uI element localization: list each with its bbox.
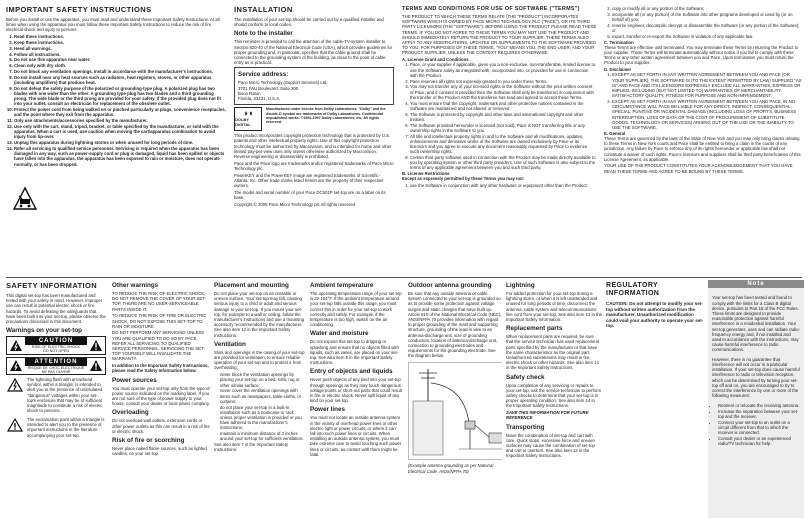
power-lines-title: Power lines xyxy=(310,406,345,414)
terms-column-left xyxy=(402,6,597,274)
power-lines-text: You must not locate an outside antenna system in the vicinity of overhead power lines or other electric light or power circuits, or where it can fall into such power lines or circuits. When installing an outside antenna system, you must take extreme care to avoid touching such power lines or circuits, as contact with them might be fatal. xyxy=(310,415,402,457)
license-list xyxy=(402,62,597,170)
exclamation-icon xyxy=(87,337,105,353)
ventilation-item: • never cover the ventilation openings with items such as newspapers, table-cloths, or curtains; xyxy=(220,388,306,404)
lightning-symbol-text: The lightning flash with arrowhead symbol, within a triangle, is intended to alert you to the presence of uninsulated "dangerous" voltages within your set-top's enclosure that may be of sufficient magnitude to constitute a risk of electric shock to persons. xyxy=(27,377,103,414)
license-item: 7. All title and intellectual property rights in and to the Software and all modifications, updates, enhancements and derivative works of the Software are owned exclusively by Pace or its licensors and you agree to execute any document reasonably requested by Pace to evidence such ownership rights. xyxy=(410,134,597,155)
installation-title: INSTALLATION xyxy=(234,6,293,14)
exclamation-symbol-row xyxy=(6,417,106,439)
ventilation-item: • never block the ventilation openings by placing your set-top on a bed, sofa, rug or other similar surface; xyxy=(220,372,306,388)
disclaimer-heading: D. Disclaimer xyxy=(604,67,632,73)
lightning-symbol-row xyxy=(6,377,106,415)
safety-information-column xyxy=(6,282,106,518)
safety-instruction-item: 6. Clean only with dry cloth. xyxy=(14,63,226,68)
license-item: 3. You may not transfer any of your licensed rights in the Software without the prior written consent of Pace, and if consent is provided then the Software shall only be transferred in conjunction with the transfer of the Product AND the transferee has read and agreed to accept these Terms. xyxy=(410,84,597,100)
note-measure: • Consult your dealer or an experienced radio/TV technician for help. xyxy=(718,436,800,446)
note-measure: • Connect your set-top to an outlet on a circuit different from that to which the receiver is connected. xyxy=(718,420,800,436)
safety-instruction-item: 3. Heed all warnings. xyxy=(14,46,226,51)
service-line: 3701 FAU Boulevard, Suite 200 xyxy=(238,85,299,91)
caution-line: DO NOT OPEN xyxy=(43,349,69,354)
safety-instruction-item: 1. Read these instructions. xyxy=(14,34,226,39)
placement-title: Placement and mounting xyxy=(214,282,289,289)
service-line: Florida, 33431, U.S.A. xyxy=(238,96,281,102)
safety-list xyxy=(6,34,226,167)
restriction-item: 4. reverse engineer, decompile, decrypt or disassemble the Software (or any portion of the Software); or xyxy=(612,23,802,33)
termination-text: These Terms are effective until terminated. You may terminate these Terms by returning the Product to your supplier. These Terms will terminate automatically without notice if you fail to comply with these Terms or any other written agreement between you and Pace. Upon termination you must return the Product to your supplier. xyxy=(604,44,799,66)
other-warnings-title: Other warnings xyxy=(112,282,159,289)
section-divider xyxy=(6,277,802,278)
fire-risk-title: Risk of fire or scorching xyxy=(112,436,185,444)
placement-text: Do not place your set-top on an unstable or uneven surface. Your set-top may fall, causing serious injury to a child or adult and serious damage to your set-top. If you mount your set-top, for example to a wall or ceiling, follow the manufacturer's instructions and use a mounting accessory recommended by the manufacturer. See also item 12 in the Important Safety Instructions. xyxy=(214,291,305,338)
safety-instruction-item: 9. Do not defeat the safety purpose of the polarized or grounding-type plug. A polarized plug has two blades with one wider than the other. A grounding type plug has two blades and a third grounding prong. The wide blade or the third prong are provided for your safety. If the provided plug does not fit into your outlet, consult an electrician for replacement of the obsolete outlet. xyxy=(14,86,226,107)
lightning-icon xyxy=(7,358,25,374)
license-item: 2. Pace reserves all rights not expressly granted to you under these Terms. xyxy=(410,79,597,84)
save-info-text: SAVE THIS INFORMATION FOR FUTURE REFERENCE xyxy=(506,410,589,421)
power-sources-text: You must operate your set-top only from the type of power source indicated on the marking label. If you are not sure of the type of power supply to your house, consult your dealer or local power company. xyxy=(112,385,210,407)
replacement-title: Replacement parts xyxy=(506,325,563,333)
water-title: Water and moisture xyxy=(310,330,369,338)
safety-instruction-item: 14. Refer all servicing to qualified service personnel. Servicing is required when the apparatus has been damaged in any way, such as power-supply cord or plug is damaged, liquid has been spilled or objects have fallen into the apparatus, the apparatus has been exposed to rain or moisture, does not operate normally, or has been dropped. xyxy=(14,146,226,167)
safety-instruction-item: 2. Keep these instructions. xyxy=(14,40,226,45)
power-sources-title: Power sources xyxy=(112,376,157,384)
restrictions-heading: B. License Restrictions xyxy=(402,171,450,177)
exclamation-symbol-text: The exclamation point within a triangle is intended to alert you to the presence of important instructions in the literature accompanying your set-top. xyxy=(27,416,105,438)
entry-title: Entry of objects and liquids xyxy=(310,368,393,376)
lightning-triangle-icon xyxy=(6,377,24,393)
safety-instruction-item: 8. Do not install near any heat sources such as radiators, heat registers, stoves, or other apparatus (including amplifiers) that produce heat. xyxy=(14,75,226,85)
terms-intro: THE PRODUCT TO WHICH THESE TERMS RELATE (THE "PRODUCT") INCORPORATES SOFTWARE WHICH IS OWNED BY PACE MICRO TECHNOLOGY PLC ("PACE"), OR ITS THIRD PARTY LICENSORS (THE "SOFTWARE"). BEFORE USING THE PRODUCT PLEASE READ THESE TERMS. IF YOU DO NOT AGREE TO THESE TERMS YOU MAY NOT USE THE PRODUCT AND SHOULD IMMEDIATELY RETURN THE PRODUCT TO YOUR SUPPLIER. THESE TERMS ALSO APPLY TO ANY MODIFICATIONS, UPDATES OR SUPPLEMENTS TO THE SOFTWARE PROVIDED TO YOU. FOR PURPOSES OF THESE TERMS, "YOU" MEANS YOU, THE END USER, AND YOUR PRODUCT SUPPLIER, UNLESS THE CONTEXT REQUIRES OTHERWISE. xyxy=(402,14,597,56)
ambient-text: The operating temperature range of your set-top is 32-104°F. If the ambient temperature around your set-top falls outside this range, you must correct this in order for your set-top to work correctly and safely. For example, if the temperature is too high, switch on the air conditioning. xyxy=(310,291,402,328)
restriction-item: 1. use the Software in conjunction with any other hardware or equipment other than the Product; xyxy=(410,183,597,188)
exclamation-icon xyxy=(87,358,105,374)
water-text: Do not expose this set-top to dripping or splashing and ensure that no objects filled with liquids, such as vases, are placed on your set-top. See also item 5 in the Important Safety Instructions. xyxy=(310,339,399,366)
other-warnings-column xyxy=(112,282,210,518)
lightning-icon xyxy=(7,337,25,353)
lightning-column xyxy=(506,282,602,518)
placement-column xyxy=(214,282,306,518)
license-item: 4. You must ensure that the copyright, trademark and other protective notices contained in the Software are maintained and not altered or removed. xyxy=(410,101,597,111)
safety-info-title: SAFETY INFORMATION xyxy=(6,282,98,290)
terms-title: TERMS AND CONDITIONS FOR USE OF SOFTWARE ("TERMS") xyxy=(402,6,580,12)
attention-title: ATTENTION xyxy=(25,358,87,366)
overloading-text: Do not overload wall outlets, extension cords or other power outlets as this can result in a risk of fire or electric shock. xyxy=(112,418,210,434)
other-warning-bold: In addition to the Important Safety Instructions, please read the Safety Information below. xyxy=(112,363,209,374)
entry-text: Never push objects of any kind into your set-top through openings as they may touch dangerous voltage points or short-out parts that could result in fire or electric shock. Never spill liquid of any kind on your set-top. xyxy=(310,377,402,404)
regulatory-column xyxy=(606,282,704,518)
attention-line: NE PAS OUVRIR xyxy=(41,369,71,374)
diagram-caption: (Example antenna grounding as per National Electrical Code, ANSI/NFPA 70) xyxy=(408,463,494,474)
transporting-title: Transporting xyxy=(506,423,545,431)
service-address-box xyxy=(234,67,394,105)
ambient-title: Ambient temperature xyxy=(310,282,374,289)
service-line: Pace Micro Technology (Support Services) Ltd. xyxy=(238,80,328,86)
copyright-text: Copyright © 2005 Pace Micro Technology plc All rights reserved xyxy=(234,201,356,207)
fire-risk-text: Never place naked flame sources, such as lighted candles, on your set-top. xyxy=(112,445,207,457)
caution-line: RISK OF ELECTRIC SHOCK xyxy=(31,345,81,350)
terms-column-right xyxy=(604,6,802,274)
restrictions-intro: Except as expressly permitted by these Terms you may not: xyxy=(402,176,525,182)
warnings-title: Warnings on your set-top xyxy=(6,327,83,335)
macrovision-text: This product incorporates copyright protection technology that is protected by U.S. patents and other intellectual property rights. Use of this copyright protection technology must be authorized by Macrovision, and is intended for home and other limited pay-per-view uses only unless otherwise authorized by Macrovision. Reverse engineering or disassembly is prohibited. xyxy=(234,133,392,160)
attention-label xyxy=(6,357,106,375)
license-heading: A. License Grant and Conditions xyxy=(402,57,469,63)
pace-trademark: Pace and the Pace logo are trademarks and/or registered trademarks of Pace Micro Technology plc. xyxy=(234,160,394,171)
restriction-item: 3. incorporate all (or any portion) of the Software into other programs developed or used by (or on behalf of) you; xyxy=(612,12,802,22)
dolby-text: Manufactured under license from Dolby Laboratories. "Dolby" and the double-D symbol are trademarks of Dolby Laboratories. Confidential unpublished works. ©1992-1997 Dolby Laboratories, Inc. All rights reserved. xyxy=(266,107,386,125)
ventilation-item: • do not place your set-top in a built-in installation such as a bookcase or rack unless proper ventilation is provided or you have adhered to the manufacturer's instructions; xyxy=(220,405,306,431)
safety-info-intro: This digital set-top has been manufactured and tested with your safety in mind. However, improper use can result in potential electric shock or fire hazards. To avoid defeating the safeguards that have been built into your set-top, please observe the precautions discussed in this document. xyxy=(6,293,106,325)
outdoor-title: Outdoor antenna grounding xyxy=(408,282,492,289)
installation-column xyxy=(234,6,394,274)
note-measure: • Reorient or relocate the receiving antenna. xyxy=(718,403,800,408)
safety-instruction-item: 5. Do not use this apparatus near water. xyxy=(14,57,226,62)
powerkey-trademark: PowerKEY and the PowerKEY image are registered trademarks of Scientific-Atlanta, Inc. Other trade marks listed herein are the property of their respective owners. xyxy=(234,172,384,189)
general-text: These Terms are governed by the laws of the State of New York and you may only bring claims relating to these Terms in New York courts and Pace shall be entitled to bring a claim in the courts of any jurisdiction. Any failure by Pace to enforce any of its rights hereunder or applicable law shall not constitute a waiver of such rights. Pace's licensors and suppliers shall be third party beneficiaries of this License Agreement, as applicable. xyxy=(604,135,801,162)
outdoor-grounding-column xyxy=(408,282,502,518)
caution-label xyxy=(6,336,106,354)
note-title: Note xyxy=(708,280,804,288)
service-address-title: Service address: xyxy=(238,71,289,79)
general-heading: E. General xyxy=(604,130,626,136)
disclaimer-item: 1. EXCEPT AS SET FORTH IN ANY WRITTEN AGREEMENT BETWEEN YOU AND PACE (OR YOUR SUPPLIER), THE SOFTWARE IS (TO THE EXTENT PERMITTED BY LAW) SUPPLIED "AS IS" AND PACE AND ITS LICENSORS EXPRESSLY EXCLUDE ALL WARRANTIES, EXPRESS OR IMPLIED, INCLUDING (BUT NOT LIMITED TO) WARRANTIES OF MERCHANTABILITY, SATISFACTORY QUALITY, FITNESS FOR PURPOSE AND NON-INFRINGEMENT. xyxy=(612,72,802,98)
safety-instruction-item: 13. Unplug this apparatus during lightning storms or when unused for long periods of time. xyxy=(14,140,226,145)
dolby-block xyxy=(234,107,394,131)
cart-warning-icon xyxy=(12,186,38,213)
overloading-title: Overloading xyxy=(112,409,149,417)
license-item: 6. The Software provided hereunder is licensed (not sold). Pace is NOT transferring title or any ownership rights in the Software to you. xyxy=(410,123,597,133)
lightning-title: Lightning xyxy=(506,282,535,289)
safety-instruction-item: 11. Only use attachments/accessories specified by the manufacturer. xyxy=(14,118,226,123)
termination-heading: C. Termination xyxy=(604,39,634,45)
transporting-text: Move the combination of set-top and cart with care. Quick stops, excessive force and uneven surfaces may cause the combination of set-top and cart to overturn. See also item 12 in the Important Safety Instructions. xyxy=(506,432,595,459)
disclaimer-item: 2. EXCEPT AS SET FORTH IN ANY WRITTEN AGREEMENT BETWEEN YOU AND PACE, IN NO CIRCUMSTANCE WILL PACE BE LIABLE FOR ANY DIRECT, INDIRECT, CONSEQUENTIAL, SPECIAL, PUNITIVE OR INCIDENTAL DAMAGE (INCLUDING LOSS OF PROFITS, BUSINESS INTERRUPTION, LOSS OF DATA OR THE COST OF PROCUREMENT OF SUBSTITUTE GOODS, TECHNOLOGY OR SERVICES) ARISING OUT OF THE USE OR THE INABILITY TO USE THE SOFTWARE. xyxy=(612,99,802,130)
installer-note-title: Note to the installer xyxy=(234,30,293,38)
antenna-grounding-diagram xyxy=(408,362,502,460)
license-item: 8. Certain third party software used in connection with the Product may be made directly available to you by operating system or other third party providers. Use of such Software is also subject to the terms of any applicable agreement between you and such third party. xyxy=(410,155,597,171)
ventilation-item: • maintain a minimum distance of 3 inches around your set-top for sufficient ventilation. xyxy=(220,431,306,441)
safety-intro: Before you install or use the apparatus, you must read and understand these Important Safety Instructions. At all times when using the apparatus you must follow these Important Safety Instructions to reduce the risk of fire, electrical shock and injury to persons. xyxy=(6,17,220,33)
ambient-column xyxy=(310,282,402,518)
safety-instruction-item: 4. Follow all instructions. xyxy=(14,52,226,57)
fcc-note-panel xyxy=(708,280,804,518)
attention-line: RISQUE DE CHOC ÉLECTRIQUE xyxy=(27,365,85,370)
replacement-text: When replacement parts are required, be sure that the service technician has used replacement parts specified by the manufacturer or that have the same characteristics as the original part. Unauthorized substitutions may result in fire, electric shock or other hazards. See also item 14 in the Important Safety Instructions. xyxy=(506,334,600,371)
regulatory-title: REGULATORY INFORMATION xyxy=(606,282,660,297)
ventilation-title: Ventilation xyxy=(214,340,246,348)
note-paragraph: Your set-top has been tested and found to comply with the limits for a Class B digital device, pursuant to Part 15 of the FCC Rules. These limits are designed to provide reasonable protection against harmful interference in a residential installation. Your set-top generates, uses and can radiate radio-frequency energy and, if not installed and used in accordance with the instructions, may cause harmful interference to radio communications. xyxy=(712,295,800,353)
other-warning-text: TO REDUCE THE RISK OF FIRE OR ELECTRIC SHOCK, DO NOT EXPOSE THIS SET-TOP TO RAIN OR MOISTURE. xyxy=(112,313,207,329)
safety-title: IMPORTANT SAFETY INSTRUCTIONS xyxy=(6,6,152,14)
model-label-text: The model and serial number of your Pace DC501P set-top are on a label on its base. xyxy=(234,189,386,200)
double-d-icon: ◗◖ xyxy=(243,108,253,119)
note-paragraph: However, there is no guarantee that interference will not occur in a particular installation. If your set-top does cause harmful interference to radio or television reception, which can be determined by turning your set-top off and on, you are encouraged to try to correct the interference by one or more of the following measures: xyxy=(712,356,800,399)
restriction-item: 5. export, transfer or re-export the Software in violation of any applicable law. xyxy=(612,34,802,39)
regulatory-text: CAUTION: Do not attempt to modify your set-top without written authorization from the manufacturer. Unauthorized modification could void your authority to operate your set-top. xyxy=(606,301,704,329)
license-item: 1. Pace, or your supplier if applicable, gives you a non-exclusive, non-transferable, limited license to use the Software solely as integrated with, incorporated into, or provided for use in connection with the Product. xyxy=(410,62,597,78)
dolby-logo: ◗◖ DOLBY DIGITAL xyxy=(234,107,262,131)
installation-intro: The installation of your set-top should be carried out by a qualified installer and should conform to local codes. xyxy=(234,17,384,28)
lightning-text: For added protection for your set-top during a lightning storm, or when it is left unattended and unused for long periods of time, disconnect the antenna, cable system and telecommunications line cord from your set-top. See also item 13 in the Important Safety Information. xyxy=(506,291,602,323)
exclamation-triangle-icon xyxy=(6,417,24,433)
safety-instruction-item: 12. Use only with the cart, stand, tripod, bracket, or table specified by the manufacturer, or sold with the apparatus. When a cart is used, use caution when moving the cart/apparatus combination to avoid injury from tip-over. xyxy=(14,124,226,140)
safety-check-title: Safety check xyxy=(506,373,545,381)
ventilation-text: Slots and openings in the casing of your set-top are provided for ventilation, to ensure reliable operation of your set-top and to protect it from overheating: xyxy=(214,349,305,371)
other-warning-text: DO NOT PERFORM ANY SERVICING UNLESS YOU ARE QUALIFIED TO DO SO BY PACE. REFER ALL SERVICING TO QUALIFIED SERVICE PERSONNEL. SERVICING THE SET-TOP YOURSELF WILL INVALIDATE THE WARRANTY. xyxy=(112,330,205,362)
service-line: Boca Raton xyxy=(238,90,261,96)
safety-instructions-column xyxy=(6,6,226,274)
ventilation-after: See also item 7 in the Important Safety Instructions. xyxy=(214,442,289,453)
terms-closing: YOUR USE OF THE PRODUCT CONSTITUTES YOUR ACKNOWLEDGEMENT THAT YOU HAVE READ THESE TERMS AND AGREE TO BE BOUND BY THESE TERMS. xyxy=(604,163,793,174)
note-measure: • Increase the separation between your set-top and the receiver. xyxy=(718,409,800,419)
safety-instruction-item: 7. Do not block any ventilation openings. Install in accordance with the manufacturer's instructions. xyxy=(14,69,226,74)
caution-title: CAUTION xyxy=(25,337,87,345)
restriction-item: 2. copy or modify all or any portion of the Software; xyxy=(612,6,802,11)
installer-note-text: This reminder is provided to call the attention of the cable-TV-system installer to Section 820-40 of the National Electrical Code (USA), which provides guidelines for proper grounding and, in particular, specifies that the cable ground shall be connected to the grounding system of the building, as close to the point of cable entry as is practical. xyxy=(234,39,393,66)
safety-check-text: Upon completion of any servicing or repairs to your set-top, ask the service technician to perform safety checks to determine that your set-top is in proper operating condition. See also item 14 in the Important Safety Instructions. xyxy=(506,382,602,409)
outdoor-text: Be sure that any outside antenna or cable system connected to your set-top is grounded so as to provide some protection against voltage surges and static charges that have built up. Article 810 of the National Electrical Code (NEC), ANSI/NFPA 70 provides information with regard to proper grounding of the mast and supporting structure, grounding of the lead-in wire to an antenna-discharge unit, size of grounding conductors, location of antenna-discharge unit, connection to grounding electrodes and requirements for the grounding electrode. See the diagram below. xyxy=(408,291,502,359)
safety-instruction-item: 10. Protect the power cord from being walked on or pinched particularly at plugs, convenience receptacles, and the point where they exit from the apparatus. xyxy=(14,107,226,117)
license-item: 5. The Software is protected by copyright and other laws and international copyright and other treaties. xyxy=(410,112,597,122)
other-warning-text: TO REDUCE THE RISK OF ELECTRIC SHOCK, DO NOT REMOVE THE COVER OF YOUR SET-TOP. THERE ARE NO USER-SERVICEABLE PARTS INSIDE IT. xyxy=(112,291,207,312)
